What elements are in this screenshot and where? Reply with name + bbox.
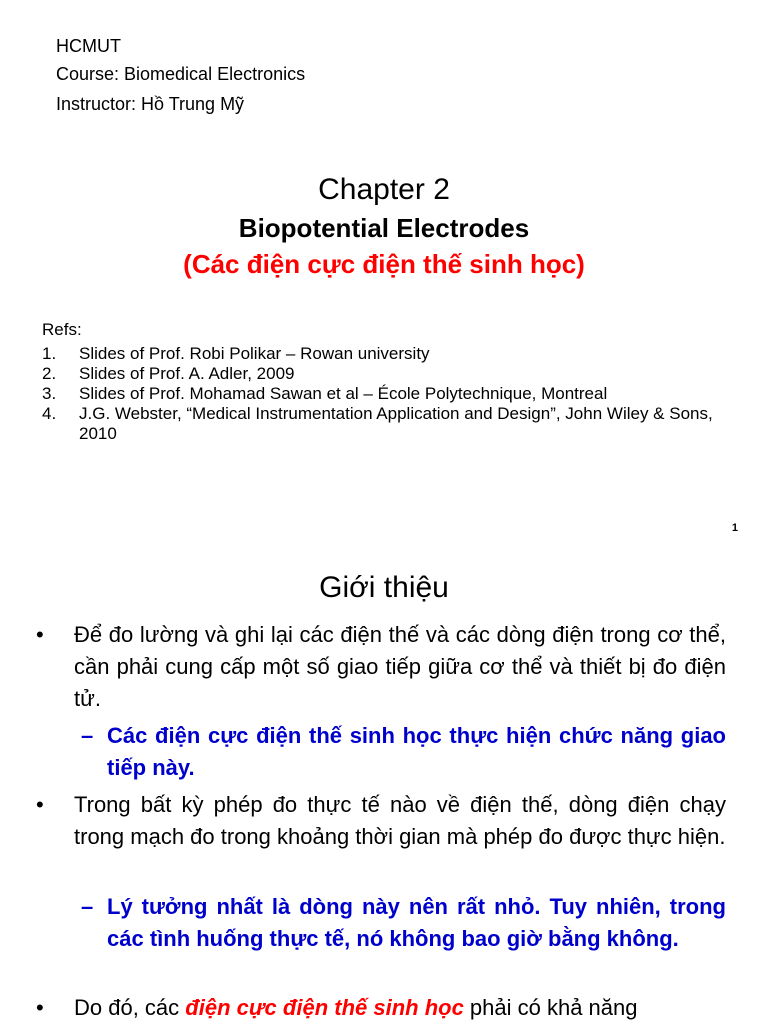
ref-text: Slides of Prof. Robi Polikar – Rowan university [79, 344, 430, 363]
dash-marker: – [81, 723, 94, 748]
bullet-item [36, 992, 726, 1024]
ref-number: 2. [42, 364, 57, 383]
instructor-label: Instructor: Hồ Trung Mỹ [56, 94, 245, 114]
refs-list [42, 344, 742, 444]
institution-label: HCMUT [56, 36, 121, 56]
slide-2 [0, 545, 768, 1024]
refs-label: Refs: [42, 320, 82, 339]
slide-title: Giới thiệu [319, 571, 449, 604]
ref-text: J.G. Webster, “Medical Instrumentation Application and Design”, John Wiley & Sons, 2010 [79, 404, 713, 443]
bullet-text-start: Do đó, các [74, 995, 186, 1020]
ref-item [42, 364, 742, 384]
bullet-text [36, 992, 726, 1024]
sub-bullet-text: Lý tưởng nhất là dòng này nên rất nhỏ. Tuy nhiên, trong các tình huống thực tế, nó không bao giờ bằng không. [107, 894, 726, 951]
course-label: Course: Biomedical Electronics [56, 64, 306, 84]
ref-text: Slides of Prof. A. Adler, 2009 [79, 364, 295, 383]
chapter-subtitle: (Các điện cực điện thế sinh học) [183, 249, 585, 279]
ref-item [42, 344, 742, 364]
ref-number: 3. [42, 384, 57, 403]
bullet-marker: • [36, 995, 44, 1020]
bullet-marker: • [36, 622, 44, 647]
bullet-item [36, 789, 726, 853]
ref-number: 4. [42, 404, 57, 423]
ref-item [42, 384, 742, 404]
ref-item [42, 404, 742, 444]
highlight-term: điện cực điện thế sinh học [185, 995, 464, 1020]
chapter-heading: Chapter 2 [318, 173, 450, 206]
sub-bullet-text: Các điện cực điện thế sinh học thực hiện chức năng giao tiếp này. [107, 723, 726, 780]
bullet-marker: • [36, 792, 44, 817]
bullet-text: Để đo lường và ghi lại các điện thế và các dòng điện trong cơ thể, cần phải cung cấp một số giao tiếp giữa cơ thể và thiết bị đo điện tử. [74, 622, 726, 711]
sub-bullet-item [81, 891, 726, 955]
page-number: 1 [731, 522, 738, 534]
ref-number: 1. [42, 344, 57, 363]
sub-bullet-item [81, 720, 726, 784]
bullet-item [36, 619, 726, 715]
ref-text: Slides of Prof. Mohamad Sawan et al – École Polytechnique, Montreal [79, 384, 608, 403]
chapter-title: Biopotential Electrodes [238, 213, 530, 243]
dash-marker: – [81, 894, 94, 919]
bullet-text-end: phải có khả năng [463, 995, 638, 1020]
bullet-text: Trong bất kỳ phép đo thực tế nào về điện thế, dòng điện chạy trong mạch đo trong khoảng thời gian mà phép đo được thực hiện. [74, 792, 726, 849]
